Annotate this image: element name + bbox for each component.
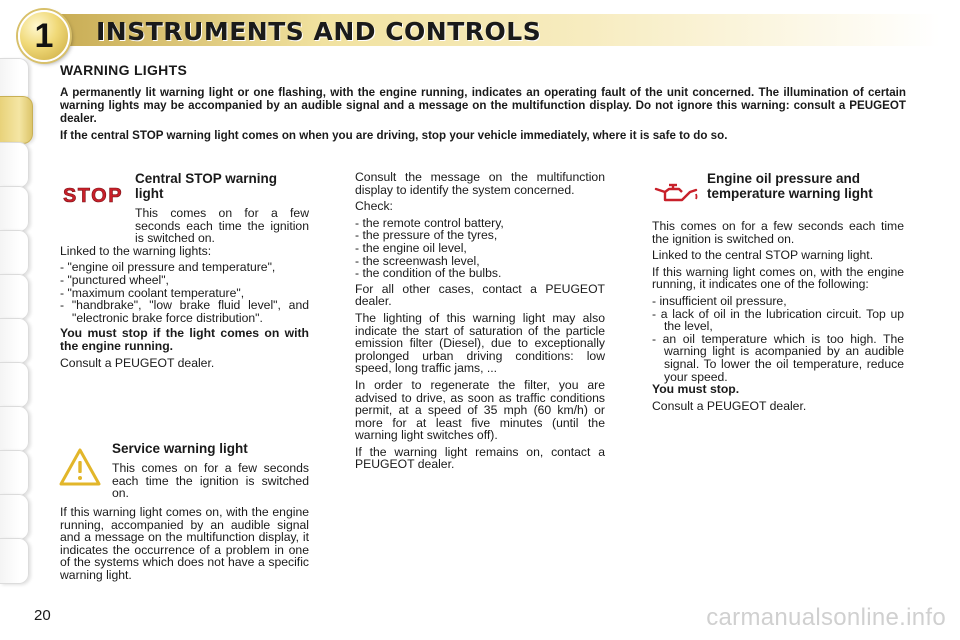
oil-list [652,295,904,333]
page-title: INSTRUMENTS AND CONTROLS [96,17,542,46]
oil-can-icon [652,180,698,211]
section-title: WARNING LIGHTS [60,62,188,78]
central-stop-list [60,261,309,324]
list-item: - the engine oil level, [355,242,605,255]
chapter-tabs [0,58,36,598]
check-list [355,217,605,280]
list-item: - a lack of oil in the lubrication circuit. Top up the level, [652,308,904,333]
oil-lead: This comes on for a few seconds each time the ignition is switched on. [652,219,904,246]
list-item: - the condition of the bulbs. [355,267,605,280]
intro-text [60,86,906,146]
central-stop-lead: This comes on for a few seconds each time the ignition is switched on. [135,206,309,246]
central-stop-consult: Consult a PEUGEOT dealer. [60,355,215,370]
service-body: If this warning light comes on, with the engine running, accompanied by an audible signal and a message on the multifunction display, it indicates the occurrence of a problem in one of the systems which does not have a specific warning light. [60,505,309,582]
oil-section [652,220,904,416]
chapter-tab[interactable] [0,450,29,496]
chapter-tab[interactable] [0,318,29,364]
chapter-tab[interactable] [0,230,29,276]
oil-must-stop: You must stop. [652,382,740,397]
middle-regen: In order to regenerate the filter, you are advised to drive, as soon as traffic conditions permit, at a speed of 35 mph (60 km/h) or more for at least five minutes (until the warning light switches off). [355,377,605,443]
middle-remains: If the warning light remains on, contact a PEUGEOT dealer. [355,444,605,472]
service-continued [355,171,605,475]
list-item: - "punctured wheel", [60,274,309,287]
list-item: - insufficient oil pressure, [652,295,904,308]
list-item: - the screenwash level, [355,255,605,268]
service-title: Service warning light [112,441,248,456]
chapter-tab-active[interactable] [0,96,33,144]
chapter-tab[interactable] [0,186,29,232]
service-lead: This comes on for a few seconds each time the ignition is switched on. [112,461,309,501]
list-item: - "engine oil pressure and temperature", [60,261,309,274]
list-item: - "maximum coolant temperature", [60,287,309,300]
chapter-badge: 1 [18,10,70,62]
middle-dpf: The lighting of this warning light may also indicate the start of saturation of the particle emission filter (Diesel), due to exceptionally prolonged urban driving conditions: low speed, long traffic jams, ... [355,310,605,376]
middle-consult-message: Consult the message on the multifunction display to identify the system concerned. [355,170,605,197]
chapter-tab[interactable] [0,274,29,320]
central-stop-header [135,171,309,201]
list-item: - the remote control battery, [355,217,605,230]
oil-consult: Consult a PEUGEOT dealer. [652,398,807,413]
warning-triangle-icon [58,447,102,492]
chapter-tab[interactable] [0,538,29,584]
oil-following: If this warning light comes on, with the engine running, it indicates one of the following: [652,264,904,292]
intro-paragraph: A permanently lit warning light or one flashing, with the engine running, indicates an operating fault of the unit concerned. The illumination of certain warning lights may be accompanied by an audible signal and a message on the multifunction display. Do not ignore this warning: consult a PEUGEOT dealer. [60,86,906,125]
page-number: 20 [34,607,51,624]
watermark: carmanualsonline.info [706,604,946,631]
oil-temperature-item: - an oil temperature which is too high. The warning light is acompanied by an audible signal. To lower the oil temperature, reduce your speed. [652,331,904,384]
list-item: - the pressure of the tyres, [355,229,605,242]
service-header [112,441,309,504]
chapter-tab[interactable] [0,406,29,452]
chapter-tab[interactable] [0,142,29,188]
service-section [60,506,309,586]
stop-icon-text: STOP [62,185,124,207]
middle-check-label: Check: [355,199,393,214]
list-item: - "handbrake", "low brake fluid level", and "electronic brake force distribution". [60,299,309,324]
oil-header [707,171,887,201]
oil-title: Engine oil pressure and temperature warning light [707,171,873,201]
central-stop-must-stop: You must stop if the light comes on with the engine running. [60,326,309,353]
central-stop-section [60,207,309,373]
oil-linked: Linked to the central STOP warning light. [652,248,874,263]
intro-paragraph-stop: If the central STOP warning light comes on when you are driving, stop your vehicle immediately, where it is safe to do so. [60,129,728,142]
middle-other-cases: For all other cases, contact a PEUGEOT dealer. [355,281,605,309]
chapter-tab[interactable] [0,362,29,408]
chapter-tab[interactable] [0,494,29,540]
central-stop-linked: Linked to the warning lights: [60,243,212,258]
central-stop-title: Central STOP warning light [135,171,278,201]
